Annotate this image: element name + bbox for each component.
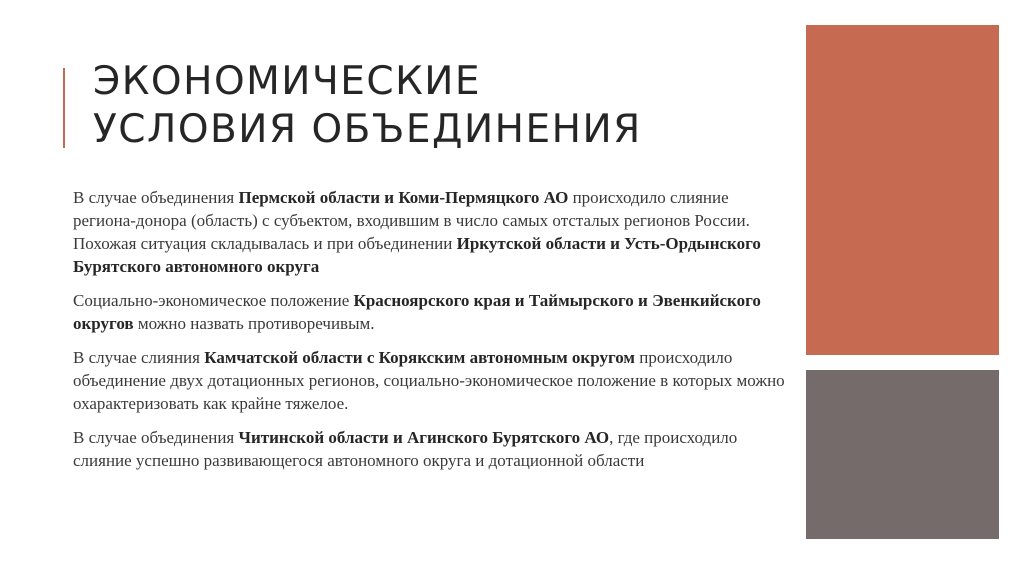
region-highlight: Камчатской области с Корякским автономным округом [204, 348, 635, 367]
slide-body [73, 186, 788, 483]
paragraph-text: В случае слияния [73, 348, 205, 367]
paragraph-chita [73, 426, 788, 472]
paragraph-perm [73, 186, 788, 278]
region-highlight: Красноярского края и Таймырского и Эвенкийского округов [73, 291, 761, 333]
paragraph-text: В случае объединения [73, 188, 239, 207]
paragraph-text: можно назвать противоречивым. [133, 314, 375, 333]
paragraph-text: , где происходило слияние успешно развивающегося автономного округа и дотационной области [73, 428, 738, 470]
paragraph-krasnoyarsk [73, 289, 788, 335]
slide-title-line-2: УСЛОВИЯ ОБЪЕДИНЕНИЯ [93, 107, 642, 152]
paragraph-text: В случае объединения [73, 428, 239, 447]
title-accent-bar [63, 68, 65, 148]
slide-title [93, 58, 773, 154]
region-highlight: Иркутской области и Усть-Ордынского Бурятского автономного округа [73, 234, 761, 276]
paragraph-text: происходило слияние региона-донора (область) с субъектом, входившим в число самых отсталых регионов России. Похожая ситуация складывалась и при объединении [73, 188, 750, 253]
paragraph-text: Социально-экономическое положение [73, 291, 354, 310]
decorative-block-top [806, 25, 999, 355]
paragraph-kamchatka [73, 346, 788, 415]
decorative-block-bottom [806, 370, 999, 539]
slide-title-line-1: ЭКОНОМИЧЕСКИЕ [93, 59, 482, 104]
paragraph-text: происходило объединение двух дотационных регионов, социально-экономическое положение в которых можно охарактеризовать как крайне тяжелое. [73, 348, 785, 413]
region-highlight: Читинской области и Агинского Бурятского АО [238, 428, 610, 447]
region-highlight: Пермской области и Коми-Пермяцкого АО [238, 188, 569, 207]
